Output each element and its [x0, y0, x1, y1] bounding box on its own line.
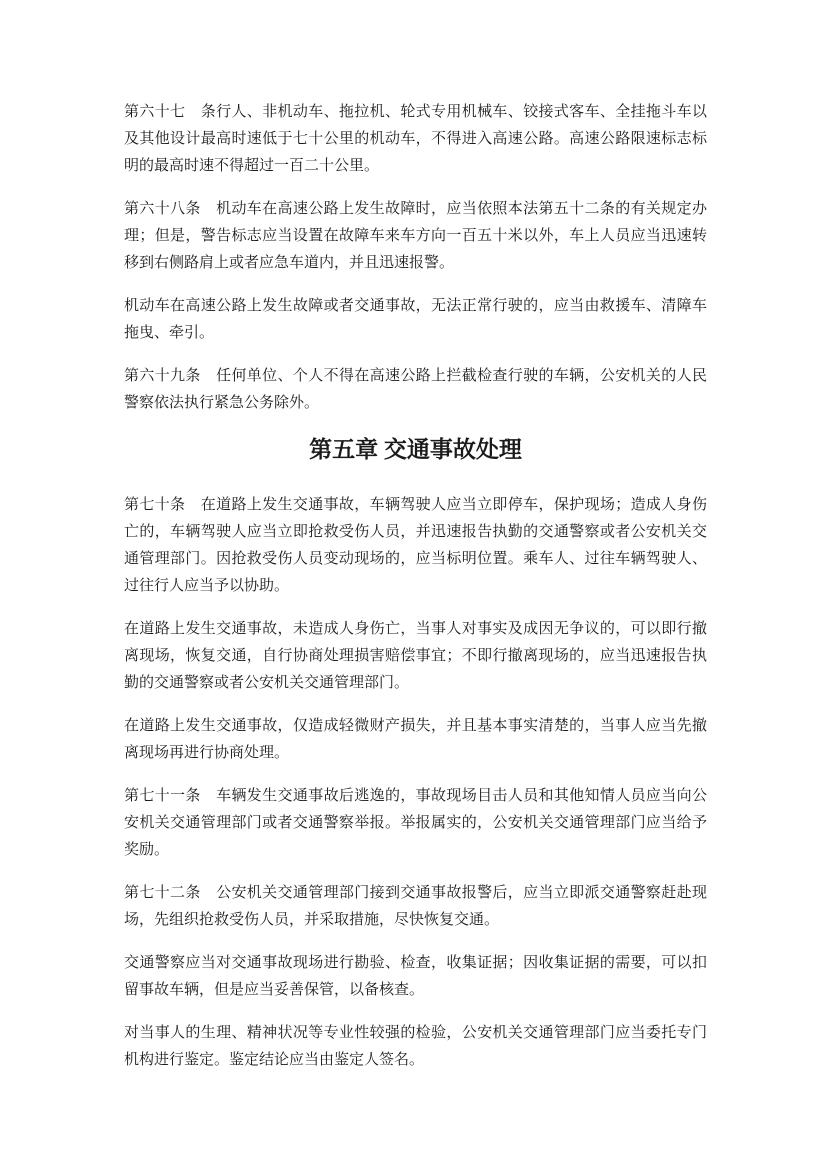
article-72-paragraph-3: 对当事人的生理、精神状况等专业性较强的检验，公安机关交通管理部门应当委托专门机构进行鉴定。鉴定结论应当由鉴定人签名。 — [124, 1025, 707, 1068]
article-72-paragraph-2: 交通警察应当对交通事故现场进行勘验、检查，收集证据；因收集证据的需要，可以扣留事故车辆，但是应当妥善保管，以备核查。 — [124, 955, 707, 998]
article-70-paragraph-2: 在道路上发生交通事故，未造成人身伤亡，当事人对事实及成因无争议的，可以即行撤离现场，恢复交通，自行协商处理损害赔偿事宜；不即行撤离现场的，应当迅速报告执勤的交通警察或者公安机关交通管理部门。 — [124, 621, 707, 691]
article-67-paragraph: 第六十七 条行人、非机动车、拖拉机、轮式专用机械车、铰接式客车、全挂拖斗车以及其他设计最高时速低于七十公里的机动车，不得进入高速公路。高速公路限速标志标明的最高时速不得超过一百二十公里。 — [124, 104, 707, 174]
article-68-paragraph-1: 第六十八条 机动车在高速公路上发生故障时，应当依照本法第五十二条的有关规定办理；但是，警告标志应当设置在故障车来车方向一百五十米以外，车上人员应当迅速转移到右侧路肩上或者应急车道内，并且迅速报警。 — [124, 201, 707, 271]
chapter-5-heading: 第五章 交通事故处理 — [309, 437, 522, 462]
article-70-paragraph-3: 在道路上发生交通事故，仅造成轻微财产损失，并且基本事实清楚的，当事人应当先撤离现场再进行协商处理。 — [124, 718, 707, 761]
article-69-paragraph: 第六十九条 任何单位、个人不得在高速公路上拦截检查行驶的车辆，公安机关的人民警察依法执行紧急公务除外。 — [124, 368, 707, 411]
article-68-paragraph-2: 机动车在高速公路上发生故障或者交通事故，无法正常行驶的，应当由救援车、清障车拖曳、牵引。 — [124, 298, 707, 341]
article-71-paragraph: 第七十一条 车辆发生交通事故后逃逸的，事故现场目击人员和其他知情人员应当向公安机关交通管理部门或者交通警察举报。举报属实的，公安机关交通管理部门应当给予奖励。 — [124, 788, 707, 858]
article-72-paragraph-1: 第七十二条 公安机关交通管理部门接到交通事故报警后，应当立即派交通警察赶赴现场，先组织抢救受伤人员，并采取措施，尽快恢复交通。 — [124, 885, 707, 928]
article-70-paragraph-1: 第七十条 在道路上发生交通事故，车辆驾驶人应当立即停车，保护现场；造成人身伤亡的，车辆驾驶人应当立即抢救受伤人员，并迅速报告执勤的交通警察或者公安机关交通管理部门。因抢救受伤人员变动现场的，应当标明位置。乘车人、过往车辆驾驶人、过往行人应当予以协助。 — [124, 497, 707, 594]
